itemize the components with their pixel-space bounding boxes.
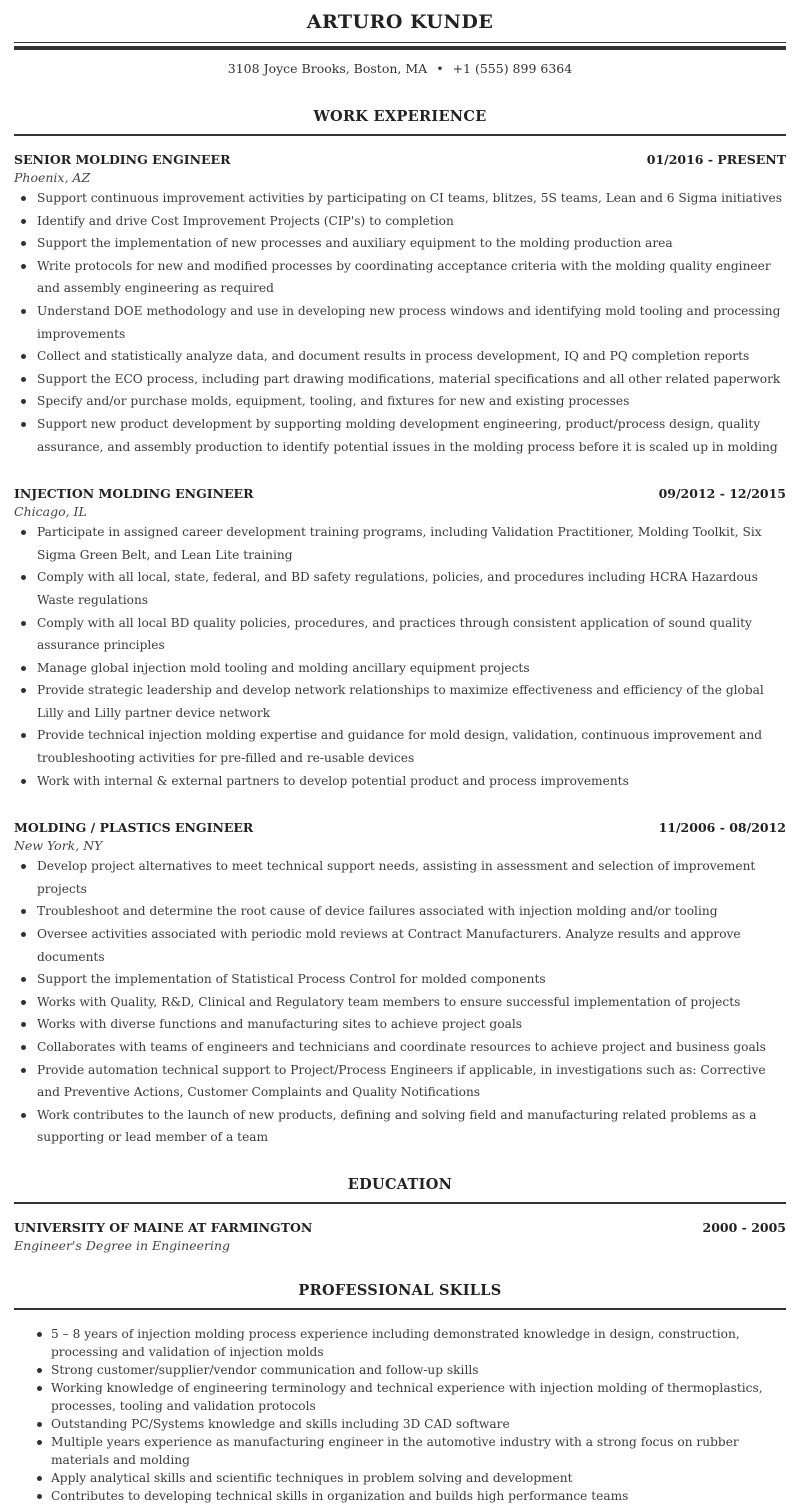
duty-item: Work contributes to the launch of new products, defining and solving field and manufacturing related problems as a supporting or lead member of a team [37,1104,786,1149]
skill-item: Contributes to developing technical skills in organization and builds high performance teams [51,1487,786,1505]
duty-item: Identify and drive Cost Improvement Projects (CIP's) to completion [37,210,786,233]
duty-item: Manage global injection mold tooling and molding ancillary equipment projects [37,657,786,680]
section-divider [14,1202,786,1204]
duty-item: Provide technical injection molding expertise and guidance for mold design, validation, continuous improvement and troubleshooting activities for pre-filled and re-usable devices [37,724,786,769]
school-name: UNIVERSITY OF MAINE AT FARMINGTON [14,1219,313,1235]
skill-item: Outstanding PC/Systems knowledge and skills including 3D CAD software [51,1415,786,1433]
duty-item: Works with Quality, R&D, Clinical and Regulatory team members to ensure successful implementation of projects [37,991,786,1014]
duty-item: Provide automation technical support to Project/Process Engineers if applicable, in investigations such as: Corrective and Preventive Actions, Customer Complaints and Quality Notifications [37,1059,786,1104]
skill-item: Apply analytical skills and scientific techniques in problem solving and development [51,1469,786,1487]
duty-item: Understand DOE methodology and use in developing new process windows and identifying mold tooling and processing improvements [37,300,786,345]
duty-item: Write protocols for new and modified processes by coordinating acceptance criteria with the molding quality engineer and assembly engineering as required [37,255,786,300]
job-entry [14,819,786,1149]
duty-item: Comply with all local, state, federal, and BD safety regulations, policies, and procedures including HCRA Hazardous Waste regulations [37,566,786,611]
candidate-name: ARTURO KUNDE [306,11,494,33]
duty-item: Collect and statistically analyze data, and document results in process development, IQ and PQ completion reports [37,345,786,368]
duty-item: Support the implementation of new processes and auxiliary equipment to the molding production area [37,232,786,255]
work-experience-section [14,107,786,1149]
job-dates: 01/2016 - PRESENT [646,152,786,167]
job-entry [14,151,786,458]
degree: Engineer's Degree in Engineering [14,1237,231,1253]
job-entry [14,485,786,792]
education-dates: 2000 - 2005 [702,1219,786,1235]
job-location: New York, NY [14,838,103,854]
duty-item: Support the implementation of Statistical Process Control for molded components [37,968,786,991]
skills-list [14,1325,786,1505]
job-title: SENIOR MOLDING ENGINEER [14,152,231,167]
skill-item: Working knowledge of engineering terminology and technical experience with injection molding of thermoplastics, processes, tooling and validation protocols [51,1379,786,1415]
job-dates: 09/2012 - 12/2015 [658,486,786,502]
education-header [14,1219,786,1237]
section-divider [14,134,786,136]
contact-address: 3108 Joyce Brooks, Boston, MA [227,61,428,76]
duty-item: Support the ECO process, including part drawing modifications, material specifications and all other related paperwork [37,368,786,391]
education-entry [14,1219,786,1255]
job-duties [14,855,786,1149]
job-location: Chicago, IL [14,504,87,520]
duty-item: Participate in assigned career development training programs, including Validation Practitioner, Molding Toolkit, Six Sigma Green Belt, and Lean Lite training [37,521,786,566]
section-title-work: WORK EXPERIENCE [313,108,487,125]
contact-phone: +1 (555) 899 6364 [452,61,573,76]
duty-item: Develop project alternatives to meet technical support needs, assisting in assessment and selection of improvement projects [37,855,786,900]
skill-item: Strong customer/supplier/vendor communication and follow-up skills [51,1361,786,1379]
duty-item: Provide strategic leadership and develop network relationships to maximize effectiveness and efficiency of the global Lilly and Lilly partner device network [37,679,786,724]
duty-item: Specify and/or purchase molds, equipment, tooling, and fixtures for new and existing processes [37,390,786,413]
section-title-education: EDUCATION [347,1175,453,1193]
job-header [14,819,786,837]
resume-page [14,0,786,1505]
section-divider [14,1308,786,1310]
duty-item: Oversee activities associated with periodic mold reviews at Contract Manufacturers. Analyze results and approve documents [37,923,786,968]
section-title-skills: PROFESSIONAL SKILLS [298,1281,502,1299]
job-duties [14,187,786,458]
header-divider [14,42,786,50]
job-header [14,485,786,503]
duty-item: Comply with all local BD quality policies, procedures, and practices through consistent application of sound quality assurance principles [37,612,786,657]
job-title: MOLDING / PLASTICS ENGINEER [14,820,254,836]
duty-item: Works with diverse functions and manufacturing sites to achieve project goals [37,1013,786,1036]
contact-line [14,61,786,77]
skill-item: 5 – 8 years of injection molding process experience including demonstrated knowledge in design, construction, processing and validation of injection molds [51,1325,786,1361]
duty-item: Support new product development by supporting molding development engineering, product/process design, quality assurance, and assembly production to identify potential issues in the molding process before it is scaled up in molding [37,413,786,458]
duty-item: Collaborates with teams of engineers and technicians and coordinate resources to achieve project and business goals [37,1036,786,1059]
duty-item: Troubleshoot and determine the root cause of device failures associated with injection molding and/or tooling [37,900,786,923]
job-dates: 11/2006 - 08/2012 [658,820,786,836]
education-section [14,1175,786,1255]
job-duties [14,521,786,792]
job-title: INJECTION MOLDING ENGINEER [14,486,254,502]
duty-item: Work with internal & external partners to develop potential product and process improvements [37,770,786,793]
job-location: Phoenix, AZ [14,170,91,185]
skills-section [14,1281,786,1505]
duty-item: Support continuous improvement activities by participating on CI teams, blitzes, 5S teams, Lean and 6 Sigma initiatives [37,187,786,210]
skill-item: Multiple years experience as manufacturing engineer in the automotive industry with a strong focus on rubber materials and molding [51,1433,786,1469]
contact-separator: • [436,61,444,76]
job-header [14,151,786,169]
